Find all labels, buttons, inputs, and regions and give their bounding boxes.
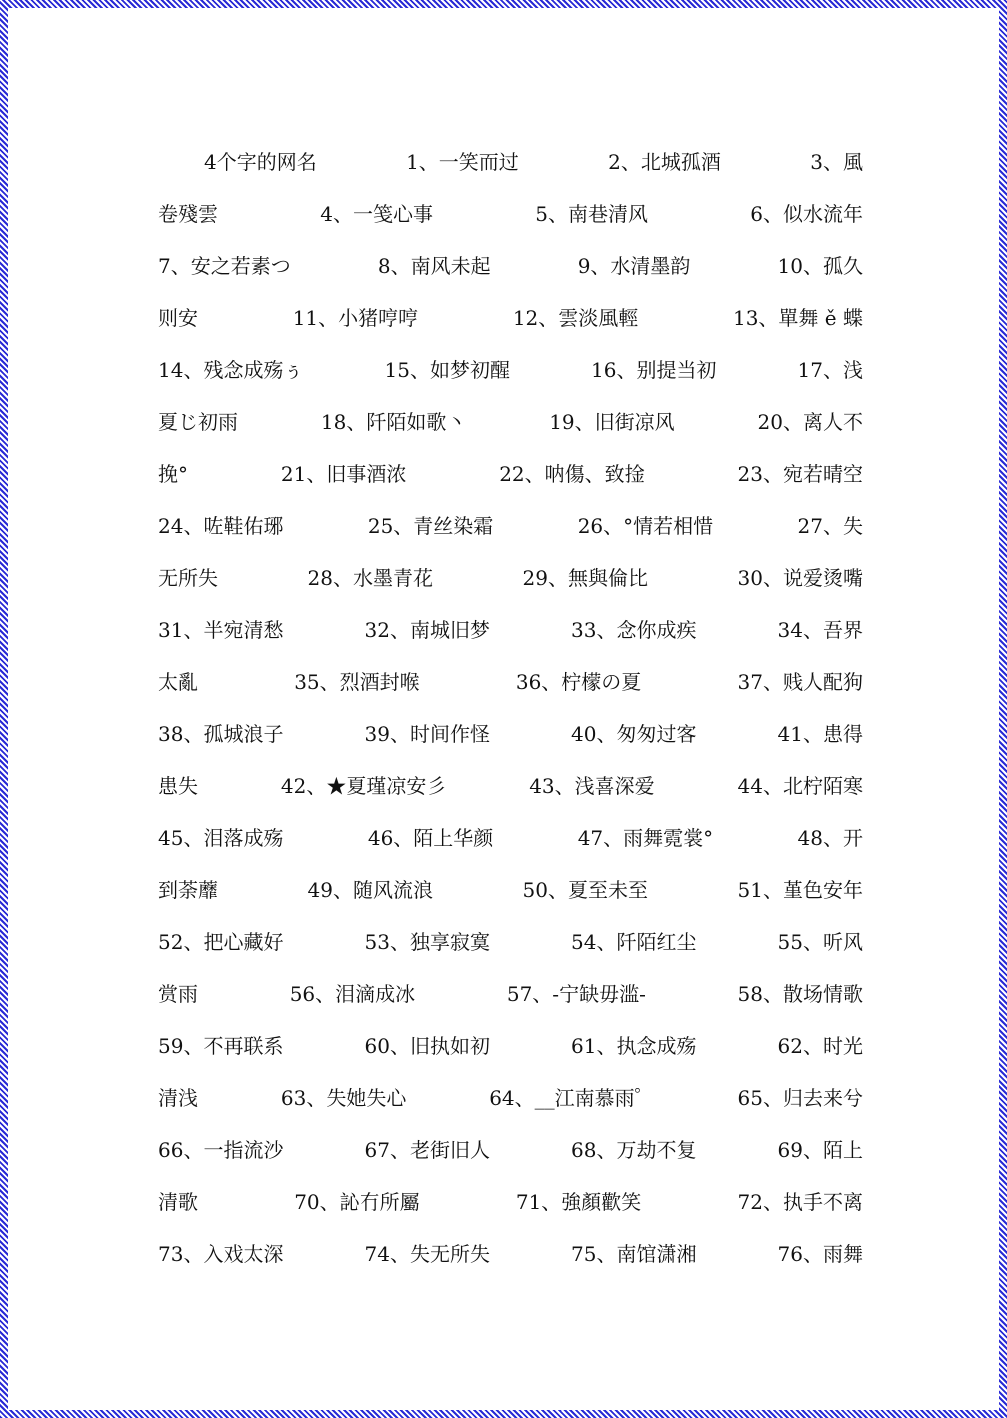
- line-segment: 59、不再联系: [158, 1034, 284, 1058]
- line-segment: 17、浅: [797, 358, 863, 382]
- line-segment: 73、入戏太深: [158, 1242, 284, 1266]
- text-line: [158, 1072, 863, 1124]
- line-segment: 2、北城孤酒: [608, 150, 721, 174]
- line-segment: 47、雨舞霓裳°: [577, 826, 714, 850]
- line-segment: 62、时光: [777, 1034, 863, 1058]
- text-line: [158, 1020, 863, 1072]
- line-segment: 53、独享寂寞: [364, 930, 490, 954]
- line-segment: 无所失: [158, 566, 218, 590]
- line-segment: 清歌: [158, 1190, 198, 1214]
- line-segment: 24、咗鞋佑琊: [158, 514, 284, 538]
- line-segment: 15、如梦初醒: [384, 358, 510, 382]
- line-segment: 54、阡陌红尘: [571, 930, 697, 954]
- line-segment: 26、°情若相惜: [577, 514, 714, 538]
- text-line: [158, 656, 863, 708]
- line-segment: 到荼蘼: [158, 878, 218, 902]
- line-segment: 25、青丝染霜: [367, 514, 494, 538]
- line-segment: 9、水清墨韵: [577, 254, 691, 278]
- line-segment: 39、时间作怪: [364, 722, 490, 746]
- line-segment: 57、-宁缺毋滥-: [506, 982, 646, 1006]
- text-line: [158, 136, 863, 188]
- text-line: [158, 604, 863, 656]
- line-segment: 20、离人不: [757, 410, 863, 434]
- text-line: [158, 188, 863, 240]
- line-segment: 12、雲淡風輕: [512, 306, 639, 330]
- line-segment: 4个字的网名: [204, 150, 317, 174]
- line-segment: 夏じ初雨: [158, 410, 238, 434]
- line-segment: 55、听风: [777, 930, 863, 954]
- line-segment: 58、散场情歌: [737, 982, 863, 1006]
- line-segment: 6、似水流年: [750, 202, 863, 226]
- text-line: [158, 968, 863, 1020]
- line-segment: 3、風: [810, 150, 863, 174]
- line-segment: 52、把心藏好: [158, 930, 284, 954]
- line-segment: 4、一笺心事: [320, 202, 433, 226]
- line-segment: 74、失无所失: [364, 1242, 490, 1266]
- line-segment: 60、旧执如初: [364, 1034, 490, 1058]
- line-segment: 70、訫冇所屬: [294, 1190, 420, 1214]
- line-segment: 68、万劫不复: [571, 1138, 697, 1162]
- line-segment: 则安: [158, 306, 198, 330]
- text-line: [158, 396, 863, 448]
- line-segment: 38、孤城浪子: [158, 722, 284, 746]
- line-segment: 32、南城旧梦: [364, 618, 490, 642]
- text-line: [158, 500, 863, 552]
- text-line: [158, 552, 863, 604]
- line-segment: 14、残念成殇ぅ: [158, 358, 304, 382]
- line-segment: 29、無與倫比: [522, 566, 648, 590]
- line-segment: 42、★夏瑾凉安彡: [280, 774, 447, 798]
- line-segment: 64、__江南慕雨゜: [489, 1086, 655, 1110]
- line-segment: 44、北柠陌寒: [737, 774, 863, 798]
- line-segment: 21、旧事酒浓: [280, 462, 407, 486]
- line-segment: 16、别提当初: [591, 358, 717, 382]
- line-segment: 75、南馆潇湘: [571, 1242, 697, 1266]
- line-segment: 5、南巷清风: [535, 202, 648, 226]
- line-segment: 61、执念成殇: [571, 1034, 697, 1058]
- line-segment: 挽°: [158, 462, 188, 486]
- line-segment: 63、失她失心: [280, 1086, 407, 1110]
- line-segment: 76、雨舞: [777, 1242, 863, 1266]
- line-segment: 65、归去来兮: [737, 1086, 863, 1110]
- line-segment: 34、吾界: [777, 618, 863, 642]
- line-segment: 41、患得: [777, 722, 863, 746]
- line-segment: 46、陌上华颜: [367, 826, 494, 850]
- text-line: [158, 708, 863, 760]
- line-segment: 10、孤久: [777, 254, 863, 278]
- line-segment: 43、浅喜深爱: [529, 774, 655, 798]
- line-segment: 45、泪落成殇: [158, 826, 284, 850]
- line-segment: 7、安之若素つ: [158, 254, 291, 278]
- line-segment: 18、阡陌如歌丶: [320, 410, 467, 434]
- line-segment: 37、贱人配狗: [737, 670, 863, 694]
- line-segment: 36、柠檬の夏: [515, 670, 642, 694]
- line-segment: 28、水墨青花: [307, 566, 433, 590]
- line-segment: 40、匆匆过客: [571, 722, 697, 746]
- text-line: [158, 344, 863, 396]
- line-segment: 8、南风未起: [377, 254, 491, 278]
- text-line: [158, 812, 863, 864]
- text-line: [158, 1228, 863, 1280]
- line-segment: 太亂: [158, 670, 198, 694]
- line-segment: 56、泪滴成冰: [289, 982, 416, 1006]
- line-segment: 11、小猪哼哼: [292, 306, 419, 330]
- line-segment: 卷殘雲: [158, 202, 218, 226]
- line-segment: 13、單舞 ě 蝶: [732, 306, 863, 330]
- line-segment: 49、随风流浪: [307, 878, 433, 902]
- line-segment: 33、念你成疾: [571, 618, 697, 642]
- line-segment: 72、执手不离: [737, 1190, 863, 1214]
- line-segment: 50、夏至未至: [522, 878, 648, 902]
- text-line: [158, 292, 863, 344]
- line-segment: 23、宛若晴空: [737, 462, 863, 486]
- text-line: [158, 760, 863, 812]
- line-segment: 67、老街旧人: [364, 1138, 490, 1162]
- line-segment: 69、陌上: [777, 1138, 863, 1162]
- text-line: [158, 1176, 863, 1228]
- text-line: [158, 1124, 863, 1176]
- line-segment: 30、说爱烫嘴: [737, 566, 863, 590]
- text-line: [158, 448, 863, 500]
- document-body: [158, 136, 863, 1280]
- line-segment: 51、堇色安年: [737, 878, 863, 902]
- line-segment: 1、一笑而过: [406, 150, 519, 174]
- text-line: [158, 240, 863, 292]
- line-segment: 66、一指流沙: [158, 1138, 284, 1162]
- text-line: [158, 864, 863, 916]
- line-segment: 48、开: [797, 826, 863, 850]
- line-segment: 31、半宛清愁: [158, 618, 284, 642]
- line-segment: 患失: [158, 774, 198, 798]
- line-segment: 22、呐傷、致捦: [499, 462, 645, 486]
- line-segment: 27、失: [797, 514, 863, 538]
- line-segment: 71、強顏歡笑: [515, 1190, 642, 1214]
- line-segment: 35、烈酒封喉: [294, 670, 420, 694]
- text-line: [158, 916, 863, 968]
- line-segment: 清浅: [158, 1086, 198, 1110]
- line-segment: 赏雨: [158, 982, 198, 1006]
- line-segment: 19、旧街凉风: [549, 410, 675, 434]
